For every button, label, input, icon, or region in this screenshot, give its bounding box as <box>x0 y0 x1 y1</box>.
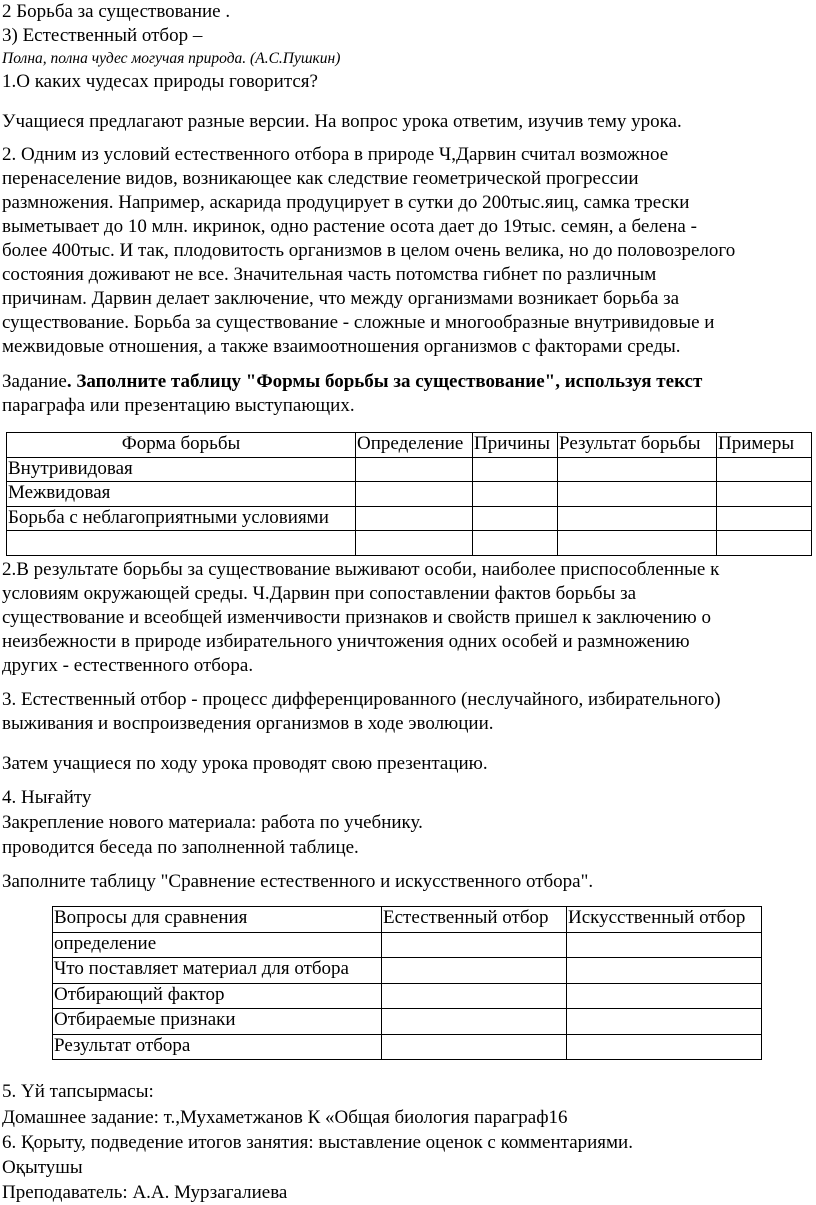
table-cell: Отбирающий фактор <box>53 983 382 1009</box>
paragraph-line: 2. Одним из условий естественного отбора в природе Ч,Дарвин считал возможное <box>2 144 669 165</box>
task-label: Задание <box>2 371 67 392</box>
paragraph-line: условиям окружающей среды. Ч.Дарвин при сопоставлении фактов борьбы за <box>2 583 637 604</box>
paragraph-line: межвидовые отношения, а также взаимоотношения организмов с факторами среды. <box>2 336 681 357</box>
paragraph-line: других - естественного отбора. <box>2 655 254 676</box>
table-cell: Отбираемые признаки <box>53 1009 382 1035</box>
paragraph-line: 2.В результате борьбы за существование выживают особи, наиболее приспособленные к <box>2 559 720 580</box>
table-row <box>53 983 762 1009</box>
table-cell[interactable] <box>558 531 717 556</box>
paragraph-line: Учащиеся предлагают разные версии. На вопрос урока ответим, изучив тему урока. <box>2 111 682 132</box>
epigraph: Полна, полна чудес могучая природа. (А.С.Пушкин) <box>2 50 341 67</box>
table-cell[interactable] <box>382 1034 567 1060</box>
table-cell[interactable] <box>473 457 558 482</box>
paragraph-line: выметывает до 10 млн. икринок, одно растение осота дает до 19тыс. семян, а белена - <box>2 216 697 237</box>
struggle-forms-table <box>6 432 812 556</box>
table-header-cell: Естественный отбор <box>382 907 567 933</box>
question: 1.О каких чудесах природы говорится? <box>2 71 318 92</box>
table-row <box>53 1009 762 1035</box>
table-row <box>53 932 762 958</box>
table-header-cell: Определение <box>356 433 473 458</box>
table-row <box>7 457 812 482</box>
table-cell: Что поставляет материал для отбора <box>53 958 382 984</box>
table-cell[interactable] <box>382 983 567 1009</box>
paragraph-line: Оқытушы <box>2 1157 83 1178</box>
paragraph-line: Закрепление нового материала: работа по учебнику. <box>2 812 423 833</box>
table-cell[interactable] <box>567 932 762 958</box>
table-cell[interactable] <box>558 482 717 507</box>
paragraph-line: Затем учащиеся по ходу урока проводят свою презентацию. <box>2 753 488 774</box>
selection-comparison-table <box>52 906 762 1060</box>
table-cell[interactable] <box>558 506 717 531</box>
table-cell[interactable] <box>382 958 567 984</box>
table-header-row <box>7 433 812 458</box>
table-cell[interactable] <box>7 531 356 556</box>
table-row <box>7 506 812 531</box>
table-cell[interactable] <box>356 531 473 556</box>
paragraph-line: Домашнее задание: т.,Мухаметжанов К «Общая биология параграф16 <box>2 1107 568 1128</box>
paragraph-line: состояния доживают не все. Значительная часть потомства гибнет по различным <box>2 264 657 285</box>
section-heading: 4. Нығайту <box>2 787 92 808</box>
table-cell: Внутривидовая <box>7 457 356 482</box>
paragraph-line: неизбежности в природе избирательного уничтожения одних особей и размножению <box>2 631 690 652</box>
table-header-cell: Искусственный отбор <box>567 907 762 933</box>
table-header-cell: Результат борьбы <box>558 433 717 458</box>
paragraph-line: 3. Естественный отбор - процесс дифференцированного (неслучайного, избирательного) <box>2 689 721 710</box>
table-cell[interactable] <box>356 506 473 531</box>
paragraph-line: выживания и воспроизведения организмов в ходе эволюции. <box>2 713 494 734</box>
table-cell[interactable] <box>382 1009 567 1035</box>
paragraph-line: перенаселение видов, возникающее как следствие геометрической прогрессии <box>2 168 639 189</box>
task-text: . Заполните таблицу "Формы борьбы за существование", используя текст <box>66 371 703 392</box>
table-cell[interactable] <box>567 1009 762 1035</box>
paragraph-line: существование. Борьба за существование - сложные и многообразные внутривидовые и <box>2 312 715 333</box>
table-cell[interactable] <box>717 506 812 531</box>
section-heading: 3) Естественный отбор – <box>2 25 203 46</box>
table-cell[interactable] <box>473 482 558 507</box>
teacher-signature-line: Преподаватель: А.А. Мурзагалиева <box>2 1182 288 1203</box>
table-cell[interactable] <box>473 506 558 531</box>
table-header-cell: Причины <box>473 433 558 458</box>
paragraph-line: размножения. Например, аскарида продуцирует в сутки до 200тыс.яиц, самка трески <box>2 192 690 213</box>
task-line: Заполните таблицу "Сравнение естественного и искусственного отбора". <box>2 871 594 892</box>
table-cell: Результат отбора <box>53 1034 382 1060</box>
paragraph-line: более 400тыс. И так, плодовитость организмов в целом очень велика, но до половозрелого <box>2 240 736 261</box>
table-row <box>7 482 812 507</box>
paragraph-line: параграфа или презентацию выступающих. <box>2 395 355 416</box>
table-row <box>7 531 812 556</box>
table-cell[interactable] <box>717 531 812 556</box>
table-row <box>53 958 762 984</box>
section-heading: 5. Үй тапсырмасы: <box>2 1081 154 1102</box>
table-cell[interactable] <box>473 531 558 556</box>
table-cell[interactable] <box>567 958 762 984</box>
table-cell[interactable] <box>558 457 717 482</box>
paragraph-line: проводится беседа по заполненной таблице. <box>2 837 359 858</box>
table-header-cell: Вопросы для сравнения <box>53 907 382 933</box>
table-cell[interactable] <box>382 932 567 958</box>
paragraph-line: существование и всеобщей изменчивости признаков и свойств пришел к заключению о <box>2 607 711 628</box>
table-cell[interactable] <box>567 1034 762 1060</box>
paragraph-line: причинам. Дарвин делает заключение, что между организмами возникает борьба за <box>2 288 680 309</box>
table-cell[interactable] <box>717 482 812 507</box>
table-header-cell: Примеры <box>717 433 812 458</box>
paragraph-line: 6. Қорыту, подведение итогов занятия: выставление оценок с комментариями. <box>2 1132 633 1153</box>
section-heading: 2 Борьба за существование . <box>2 1 231 22</box>
table-cell[interactable] <box>567 983 762 1009</box>
table-cell[interactable] <box>356 482 473 507</box>
table-cell[interactable] <box>717 457 812 482</box>
table-cell: определение <box>53 932 382 958</box>
table-cell: Борьба с неблагоприятными условиями <box>7 506 356 531</box>
table-header-row <box>53 907 762 933</box>
table-row <box>53 1034 762 1060</box>
table-header-cell: Форма борьбы <box>7 433 356 458</box>
task-line <box>2 370 702 394</box>
table-cell[interactable] <box>356 457 473 482</box>
table-cell: Межвидовая <box>7 482 356 507</box>
